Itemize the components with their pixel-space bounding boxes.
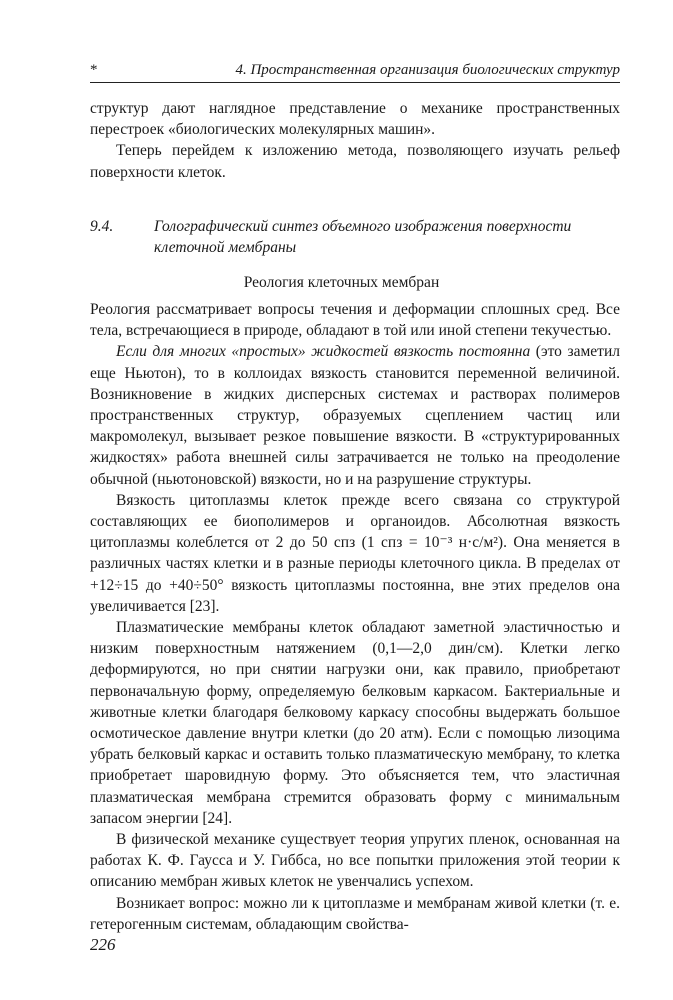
section-title: Голографический синтез объемного изображения поверхности клеточной мембраны xyxy=(154,218,572,256)
running-title: 4. Пространственная организация биологических структур xyxy=(235,62,620,78)
section-heading xyxy=(90,216,620,258)
page-number: 226 xyxy=(90,935,116,954)
intro-text xyxy=(90,98,620,183)
intro-paragraph: Теперь перейдем к изложению метода, позволяющего изучать рельеф поверхности клеток. xyxy=(90,142,620,181)
body-paragraph: Реология рассматривает вопросы течения и деформации сплошных сред. Все тела, встречающиеся в природе, обладают в той или иной степени текучестью. xyxy=(90,301,620,340)
subheading xyxy=(0,274,673,292)
body-paragraph: Плазматические мембраны клеток обладают заметной эластичностью и низким поверхностным натяжением (0,1—2,0 дин/см). Клетки легко деформируются, но при снятии нагрузки они, как правило, приобретают первоначальную форму, определяемую белковым каркасом. Бактериальные и животные клетки благодаря белковому каркасу способны выдержать большое осмотическое давление внутри клетки (до 20 атм). Если с помощью лизоцима убрать белковый каркас и оставить только плазматическую мембрану, то клетка приобретает шаровидную форму. Это объясняется тем, что эластичная плазматическая мембрана стремится образовать форму с минимальным запасом энергии [24]. xyxy=(90,619,620,827)
paragraph-text: (это заметил еще Ньютон), то в коллоидах вязкость становится переменной величиной. Возникновение в жидких дисперсных системах и растворах полимеров пространственных структур, образуемых сцеплением частиц или макромолекул, вызывает резкое повышение вязкости. В «структурированных жидкостях» работа внешней силы затрачивается не только на преодоление обычной (ньютоновской) вязкости, но и на разрушение структуры. xyxy=(90,343,620,488)
header-marker: * xyxy=(90,62,98,78)
body-paragraph xyxy=(90,341,620,489)
body-paragraph: Возникает вопрос: можно ли к цитоплазме и мембранам живой клетки (т. е. гетерогенным системам, обладающим свойства- xyxy=(90,894,620,933)
italic-phrase: Если для многих «простых» жидкостей вязкость постоянна xyxy=(116,343,531,361)
body-text xyxy=(90,299,620,935)
intro-paragraph: структур дают наглядное представление о механике пространственных перестроек «биологических молекулярных машин». xyxy=(90,100,620,139)
body-paragraph: Вязкость цитоплазмы клеток прежде всего связана со структурой составляющих ее биополимеров и органоидов. Абсолютная вязкость цитоплазмы колеблется от 2 до 50 спз (1 спз = 10⁻³ н·с/м²). Она меняется в различных частях клетки и в разные периоды клеточного цикла. В пределах от +12÷15 до +40÷50° вязкость цитоплазмы постоянна, вне этих пределов она увеличивается [23]. xyxy=(90,491,620,615)
body-paragraph: В физической механике существует теория упругих пленок, основанная на работах К. Ф. Гаусса и У. Гиббса, но все попытки приложения этой теории к описанию мембран живых клеток не увенчались успехом. xyxy=(90,831,620,891)
running-header xyxy=(90,58,620,83)
subheading-text: Реология клеточных мембран xyxy=(243,274,440,291)
section-number: 9.4. xyxy=(90,218,114,235)
